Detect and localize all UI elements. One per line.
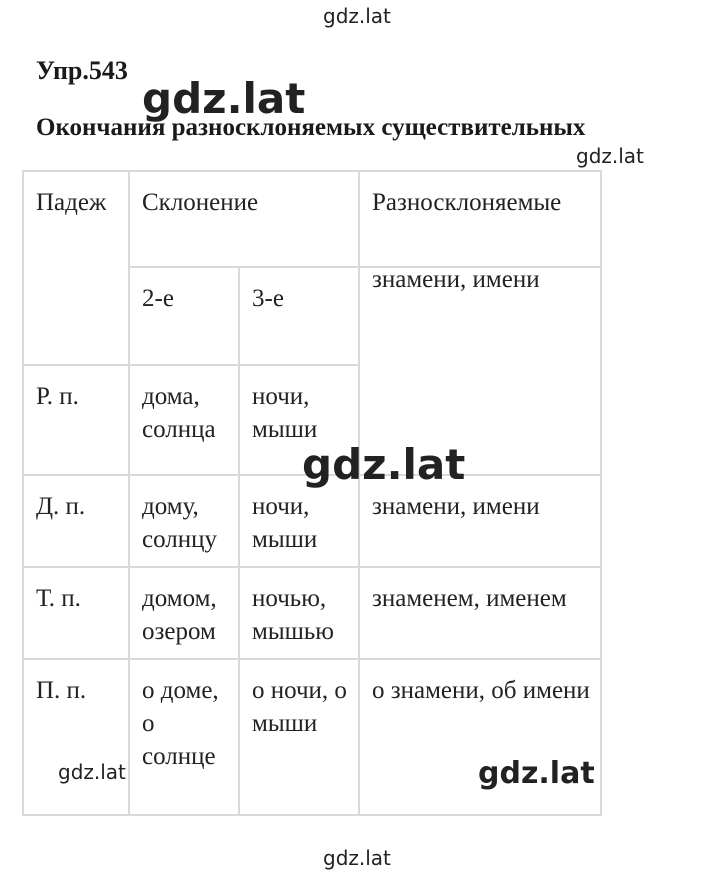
watermark-bottom-right: gdz.lat — [478, 756, 595, 791]
watermark-large-header: gdz.lat — [142, 74, 306, 123]
case-cell: Д. п. — [23, 475, 129, 567]
case-cell: Р. п. — [23, 365, 129, 475]
watermark-top: gdz.lat — [323, 4, 391, 28]
case-cell: П. п. — [23, 659, 129, 815]
header-heteroclitic: Разносклоняемые — [359, 171, 601, 267]
table-row — [23, 567, 601, 659]
decl3-cell: о ночи, о мыши — [239, 659, 359, 815]
rp-heteroclitic-text: знамени, имени — [372, 266, 540, 293]
decl2-cell: дома, солнца — [129, 365, 239, 475]
header-decl3: 3-е — [239, 267, 359, 365]
case-cell: Т. п. — [23, 567, 129, 659]
decl3-cell: ночью, мышью — [239, 567, 359, 659]
watermark-bottom: gdz.lat — [323, 846, 391, 870]
watermark-bottom-left: gdz.lat — [58, 760, 126, 784]
heteroclitic-cell: знаменем, именем — [359, 567, 601, 659]
declension-table — [22, 170, 602, 816]
exercise-title: Упр.543 — [36, 56, 128, 85]
decl3-cell: ночи, мыши — [239, 365, 359, 475]
decl2-cell: домом, озером — [129, 567, 239, 659]
watermark-right: gdz.lat — [576, 144, 644, 168]
decl2-cell: дому, солнцу — [129, 475, 239, 567]
heteroclitic-cell: о знамени, об имени — [359, 659, 601, 815]
header-case: Падеж — [23, 171, 129, 365]
heteroclitic-cell: знамени, имени — [359, 475, 601, 567]
decl3-cell: ночи, мыши — [239, 475, 359, 567]
exercise-heading: Окончания разносклоняемых существительных — [36, 114, 586, 141]
watermark-large-center: gdz.lat — [302, 440, 466, 489]
header-declension: Склонение — [129, 171, 359, 267]
table-row — [23, 659, 601, 815]
decl2-cell: о доме, о солнце — [129, 659, 239, 815]
header-decl2: 2-е — [129, 267, 239, 365]
